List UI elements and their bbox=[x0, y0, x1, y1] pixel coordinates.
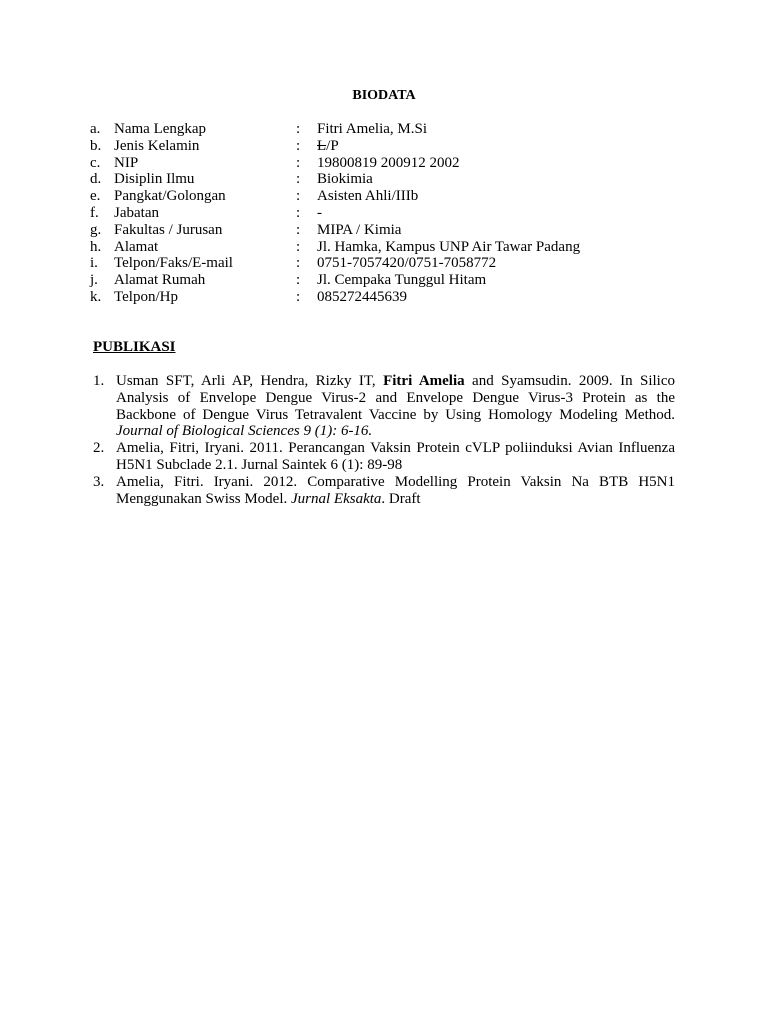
publication-number: 2. bbox=[93, 440, 105, 457]
row-label: Telpon/Hp bbox=[114, 288, 178, 305]
publication-text: Amelia, Fitri. Iryani. 2012. Comparative Modelling Protein Vaksin Na BTB H5N1 Menggunakan Swiss Model. bbox=[116, 473, 675, 507]
row-letter: g. bbox=[90, 221, 102, 238]
document-title: BIODATA bbox=[352, 88, 416, 103]
row-letter: e. bbox=[90, 188, 101, 205]
row-label: Jenis Kelamin bbox=[114, 137, 200, 154]
publication-item bbox=[93, 474, 675, 508]
publikasi-heading: PUBLIKASI bbox=[93, 339, 176, 355]
row-letter: i. bbox=[90, 255, 98, 272]
publication-author-highlight: Fitri Amelia bbox=[383, 373, 465, 389]
publication-journal: Jurnal Eksakta bbox=[291, 490, 382, 507]
row-value: 085272445639 bbox=[317, 288, 407, 305]
row-separator: : bbox=[296, 137, 301, 154]
row-value: Fitri Amelia, M.Si bbox=[317, 121, 428, 137]
row-label: Fakultas / Jurusan bbox=[114, 221, 223, 238]
publication-item bbox=[93, 440, 675, 474]
row-separator: : bbox=[296, 171, 301, 188]
row-letter: b. bbox=[90, 137, 102, 154]
row-separator: : bbox=[296, 154, 301, 171]
row-value: - bbox=[317, 204, 322, 221]
row-separator: : bbox=[296, 204, 301, 221]
row-value: Biokimia bbox=[317, 171, 373, 188]
row-letter: j. bbox=[90, 272, 98, 289]
row-label: Jabatan bbox=[114, 204, 159, 221]
publication-number: 3. bbox=[93, 473, 105, 490]
publication-text: . Draft bbox=[381, 490, 421, 507]
row-label: Alamat bbox=[114, 238, 159, 255]
publication-text: and Syamsudin. 2009. In Silico Analysis of Envelope Dengue Virus-2 and Envelope Dengue Virus-3 Protein as the Backbone of Dengue Virus Tetravalent Vaccine by Using Homology Modeling Method. bbox=[116, 373, 675, 423]
row-separator: : bbox=[296, 238, 301, 255]
row-separator: : bbox=[296, 272, 301, 289]
row-label: Telpon/Faks/E-mail bbox=[114, 255, 233, 272]
row-letter: k. bbox=[90, 288, 102, 305]
row-separator: : bbox=[296, 221, 301, 238]
row-letter: a. bbox=[90, 121, 101, 137]
row-value: 19800819 200912 2002 bbox=[317, 154, 460, 171]
publication-item bbox=[93, 373, 675, 440]
row-value: Asisten Ahli/IIIb bbox=[317, 188, 419, 205]
publication-text: Usman SFT, Arli AP, Hendra, Rizky IT, bbox=[116, 373, 384, 389]
row-value: Jl. Cempaka Tunggul Hitam bbox=[317, 272, 487, 289]
value-rest: /P bbox=[326, 137, 339, 154]
row-letter: h. bbox=[90, 238, 102, 255]
row-separator: : bbox=[296, 288, 301, 305]
row-value: MIPA / Kimia bbox=[317, 221, 402, 238]
row-label: Nama Lengkap bbox=[114, 121, 207, 137]
struck-value: L bbox=[317, 137, 327, 154]
row-separator: : bbox=[296, 188, 301, 205]
row-letter: f. bbox=[90, 204, 99, 221]
row-separator: : bbox=[296, 121, 301, 137]
row-label: Disiplin Ilmu bbox=[114, 171, 195, 188]
publication-journal: Journal of Biological Sciences 9 (1): 6-16. bbox=[116, 423, 373, 440]
row-value bbox=[317, 138, 339, 155]
row-value: Jl. Hamka, Kampus UNP Air Tawar Padang bbox=[317, 238, 581, 255]
row-label: NIP bbox=[114, 154, 139, 171]
row-label: Alamat Rumah bbox=[114, 272, 206, 289]
row-letter: c. bbox=[90, 154, 101, 171]
row-label: Pangkat/Golongan bbox=[114, 188, 226, 205]
row-letter: d. bbox=[90, 171, 102, 188]
row-value: 0751-7057420/0751-7058772 bbox=[317, 255, 497, 272]
publication-text: Amelia, Fitri, Iryani. 2011. Perancangan Vaksin Protein cVLP poliinduksi Avian Influenza H5N1 Subclade 2.1. Jurnal Saintek 6 (1): 89-98 bbox=[116, 440, 675, 473]
publication-number: 1. bbox=[93, 373, 105, 389]
row-separator: : bbox=[296, 255, 301, 272]
publication-list bbox=[93, 373, 675, 507]
